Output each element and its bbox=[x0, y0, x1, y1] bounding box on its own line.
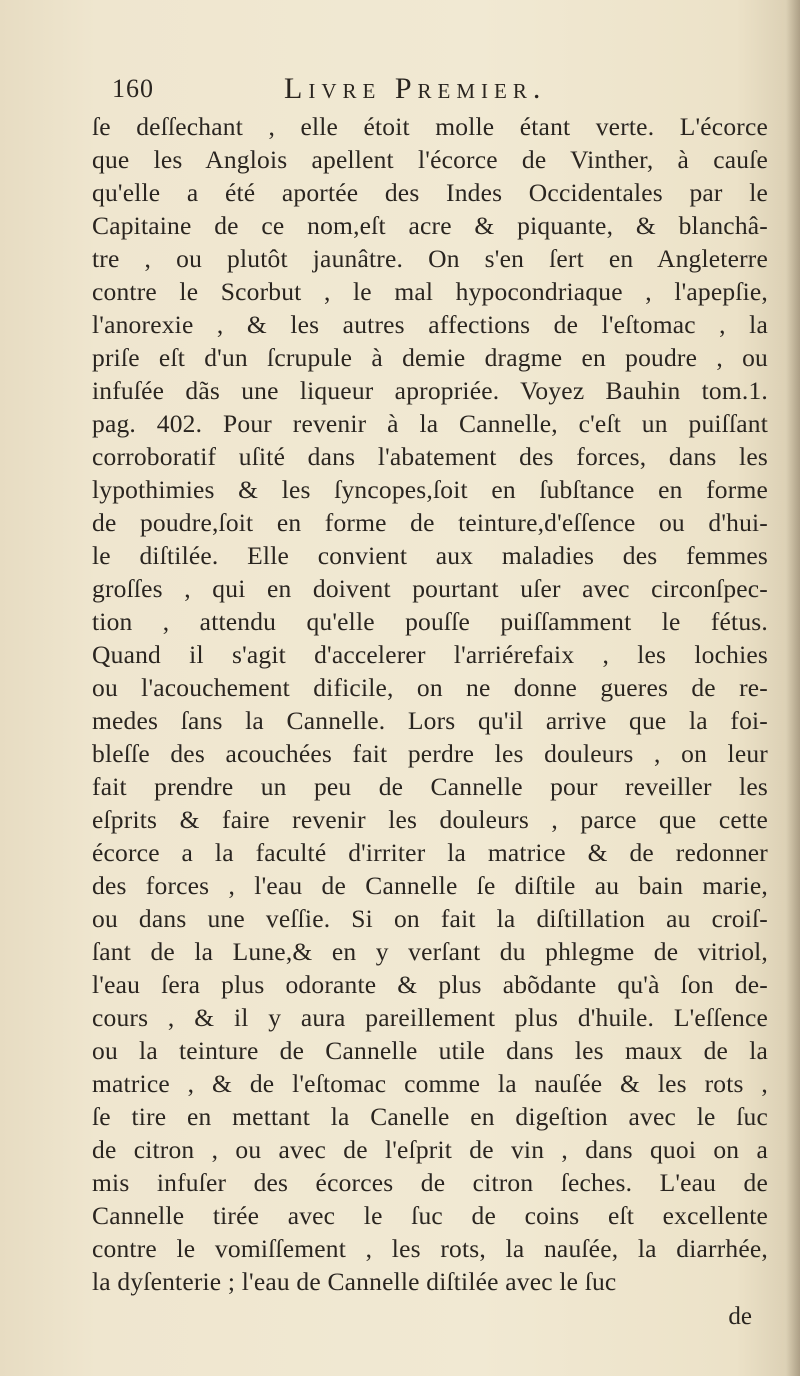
text-line: ſe deſſechant , elle étoit molle étant verte. L'écorce bbox=[92, 112, 768, 141]
text-line: la dyſenterie ; l'eau de Cannelle diſtilée avec le ſuc bbox=[92, 1267, 617, 1296]
text-line: infuſée dãs une liqueur apropriée. Voyez Bauhin tom.1. bbox=[92, 376, 768, 405]
text-line: lypothimies & les ſyncopes,ſoit en ſubſtance en forme bbox=[92, 475, 768, 504]
text-line: Capitaine de ce nom,eſt acre & piquante, & blanchâ- bbox=[92, 211, 768, 240]
text-line: fait prendre un peu de Cannelle pour reveiller les bbox=[92, 772, 768, 801]
text-line: corroboratif uſité dans l'abatement des forces, dans les bbox=[92, 442, 768, 471]
text-line: écorce a la faculté d'irriter la matrice & de redonner bbox=[92, 838, 768, 867]
text-line: qu'elle a été aportée des Indes Occidentales par le bbox=[92, 178, 768, 207]
text-line: medes ſans la Cannelle. Lors qu'il arrive que la foi- bbox=[92, 706, 768, 735]
text-line: que les Anglois apellent l'écorce de Vinther, à cauſe bbox=[92, 145, 768, 174]
text-line: bleſſe des acouchées fait perdre les douleurs , on leur bbox=[92, 739, 768, 768]
text-line: tre , ou plutôt jaunâtre. On s'en ſert en Angleterre bbox=[92, 244, 768, 273]
text-line: ſant de la Lune,& en y verſant du phlegme de vitriol, bbox=[92, 937, 768, 966]
text-line: le diſtilée. Elle convient aux maladies des femmes bbox=[92, 541, 768, 570]
text-line: l'anorexie , & les autres affections de l'eſtomac , la bbox=[92, 310, 768, 339]
catchword: de bbox=[728, 1303, 752, 1330]
text-line: eſprits & faire revenir les douleurs , parce que cette bbox=[92, 805, 768, 834]
running-title: Livre Premier. bbox=[284, 72, 547, 105]
text-line: ou l'acouchement dificile, on ne donne gueres de re- bbox=[92, 673, 768, 702]
text-line: mis infuſer des écorces de citron ſeches. L'eau de bbox=[92, 1168, 768, 1197]
text-line: ſe tire en mettant la Canelle en digeſtion avec le ſuc bbox=[92, 1102, 768, 1131]
text-line: contre le Scorbut , le mal hypocondriaque , l'apepſie, bbox=[92, 277, 768, 306]
text-line: priſe eſt d'un ſcrupule à demie dragme en poudre , ou bbox=[92, 343, 768, 372]
text-line: tion , attendu qu'elle pouſſe puiſſamment le fétus. bbox=[92, 607, 768, 636]
running-head bbox=[112, 74, 672, 114]
text-line: cours , & il y aura pareillement plus d'huile. L'eſſence bbox=[92, 1003, 768, 1032]
text-line: ou dans une veſſie. Si on fait la diſtillation au croiſ- bbox=[92, 904, 768, 933]
text-line: contre le vomiſſement , les rots, la nauſée, la diarrhée, bbox=[92, 1234, 768, 1263]
text-line: Quand il s'agit d'accelerer l'arriérefaix , les lochies bbox=[92, 640, 768, 669]
text-line: ou la teinture de Cannelle utile dans les maux de la bbox=[92, 1036, 768, 1065]
text-line: matrice , & de l'eſtomac comme la nauſée & les rots , bbox=[92, 1069, 768, 1098]
text-line: de poudre,ſoit en forme de teinture,d'eſſence ou d'hui- bbox=[92, 508, 768, 537]
text-line: des forces , l'eau de Cannelle ſe diſtile au bain marie, bbox=[92, 871, 768, 900]
page-number: 160 bbox=[112, 74, 154, 103]
body-text bbox=[92, 110, 768, 1298]
text-line: groſſes , qui en doivent pourtant uſer avec circonſpec- bbox=[92, 574, 768, 603]
text-line: Cannelle tirée avec le ſuc de coins eſt excellente bbox=[92, 1201, 768, 1230]
text-line: pag. 402. Pour revenir à la Cannelle, c'eſt un puiſſant bbox=[92, 409, 768, 438]
page-edge-shadow bbox=[786, 0, 800, 1376]
text-line: de citron , ou avec de l'eſprit de vin , dans quoi on a bbox=[92, 1135, 768, 1164]
text-line: l'eau ſera plus odorante & plus abõdante qu'à ſon de- bbox=[92, 970, 768, 999]
